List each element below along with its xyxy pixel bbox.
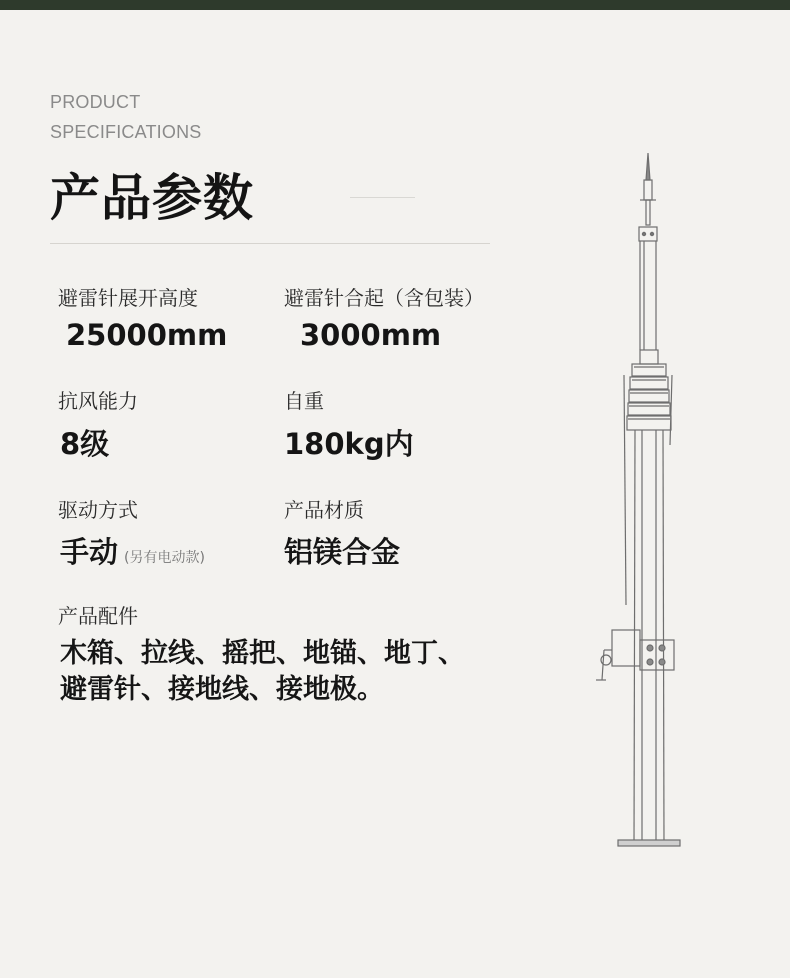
spec-value-folded-length: 3000mm xyxy=(300,318,442,352)
spec-label-folded-length: 避雷针合起（含包装） xyxy=(284,286,484,310)
top-banner-strip xyxy=(0,0,790,10)
spec-label-wind-resistance: 抗风能力 xyxy=(58,389,138,413)
spec-label-accessories: 产品配件 xyxy=(58,604,138,628)
spec-value-material: 铝镁合金 xyxy=(284,535,401,569)
spec-value-extended-height: 25000mm xyxy=(66,318,228,352)
spec-value-wind-resistance: 8级 xyxy=(60,427,110,461)
spec-value-drive-mode xyxy=(60,530,205,571)
spec-label-extended-height: 避雷针展开高度 xyxy=(58,286,198,310)
drive-mode-value: 手动 xyxy=(60,535,119,569)
accessories-line-1: 木箱、拉线、摇把、地锚、地丁、 xyxy=(60,638,465,669)
spec-value-weight: 180kg内 xyxy=(284,427,414,461)
eyebrow-product: PRODUCT xyxy=(50,92,141,112)
accessories-list xyxy=(60,636,500,708)
spec-label-material: 产品材质 xyxy=(284,498,364,522)
spec-label-drive-mode: 驱动方式 xyxy=(58,498,138,522)
drive-mode-note: (另有电动款) xyxy=(124,550,205,566)
eyebrow-specifications: SPECIFICATIONS xyxy=(50,122,202,142)
header-divider xyxy=(50,243,490,244)
accessories-line-2: 避雷针、接地线、接地极。 xyxy=(60,674,384,705)
title-accent-rule xyxy=(350,197,415,198)
spec-label-weight: 自重 xyxy=(284,389,324,413)
page-title: 产品参数 xyxy=(50,169,254,227)
lightning-rod-mast-illustration xyxy=(560,145,720,855)
